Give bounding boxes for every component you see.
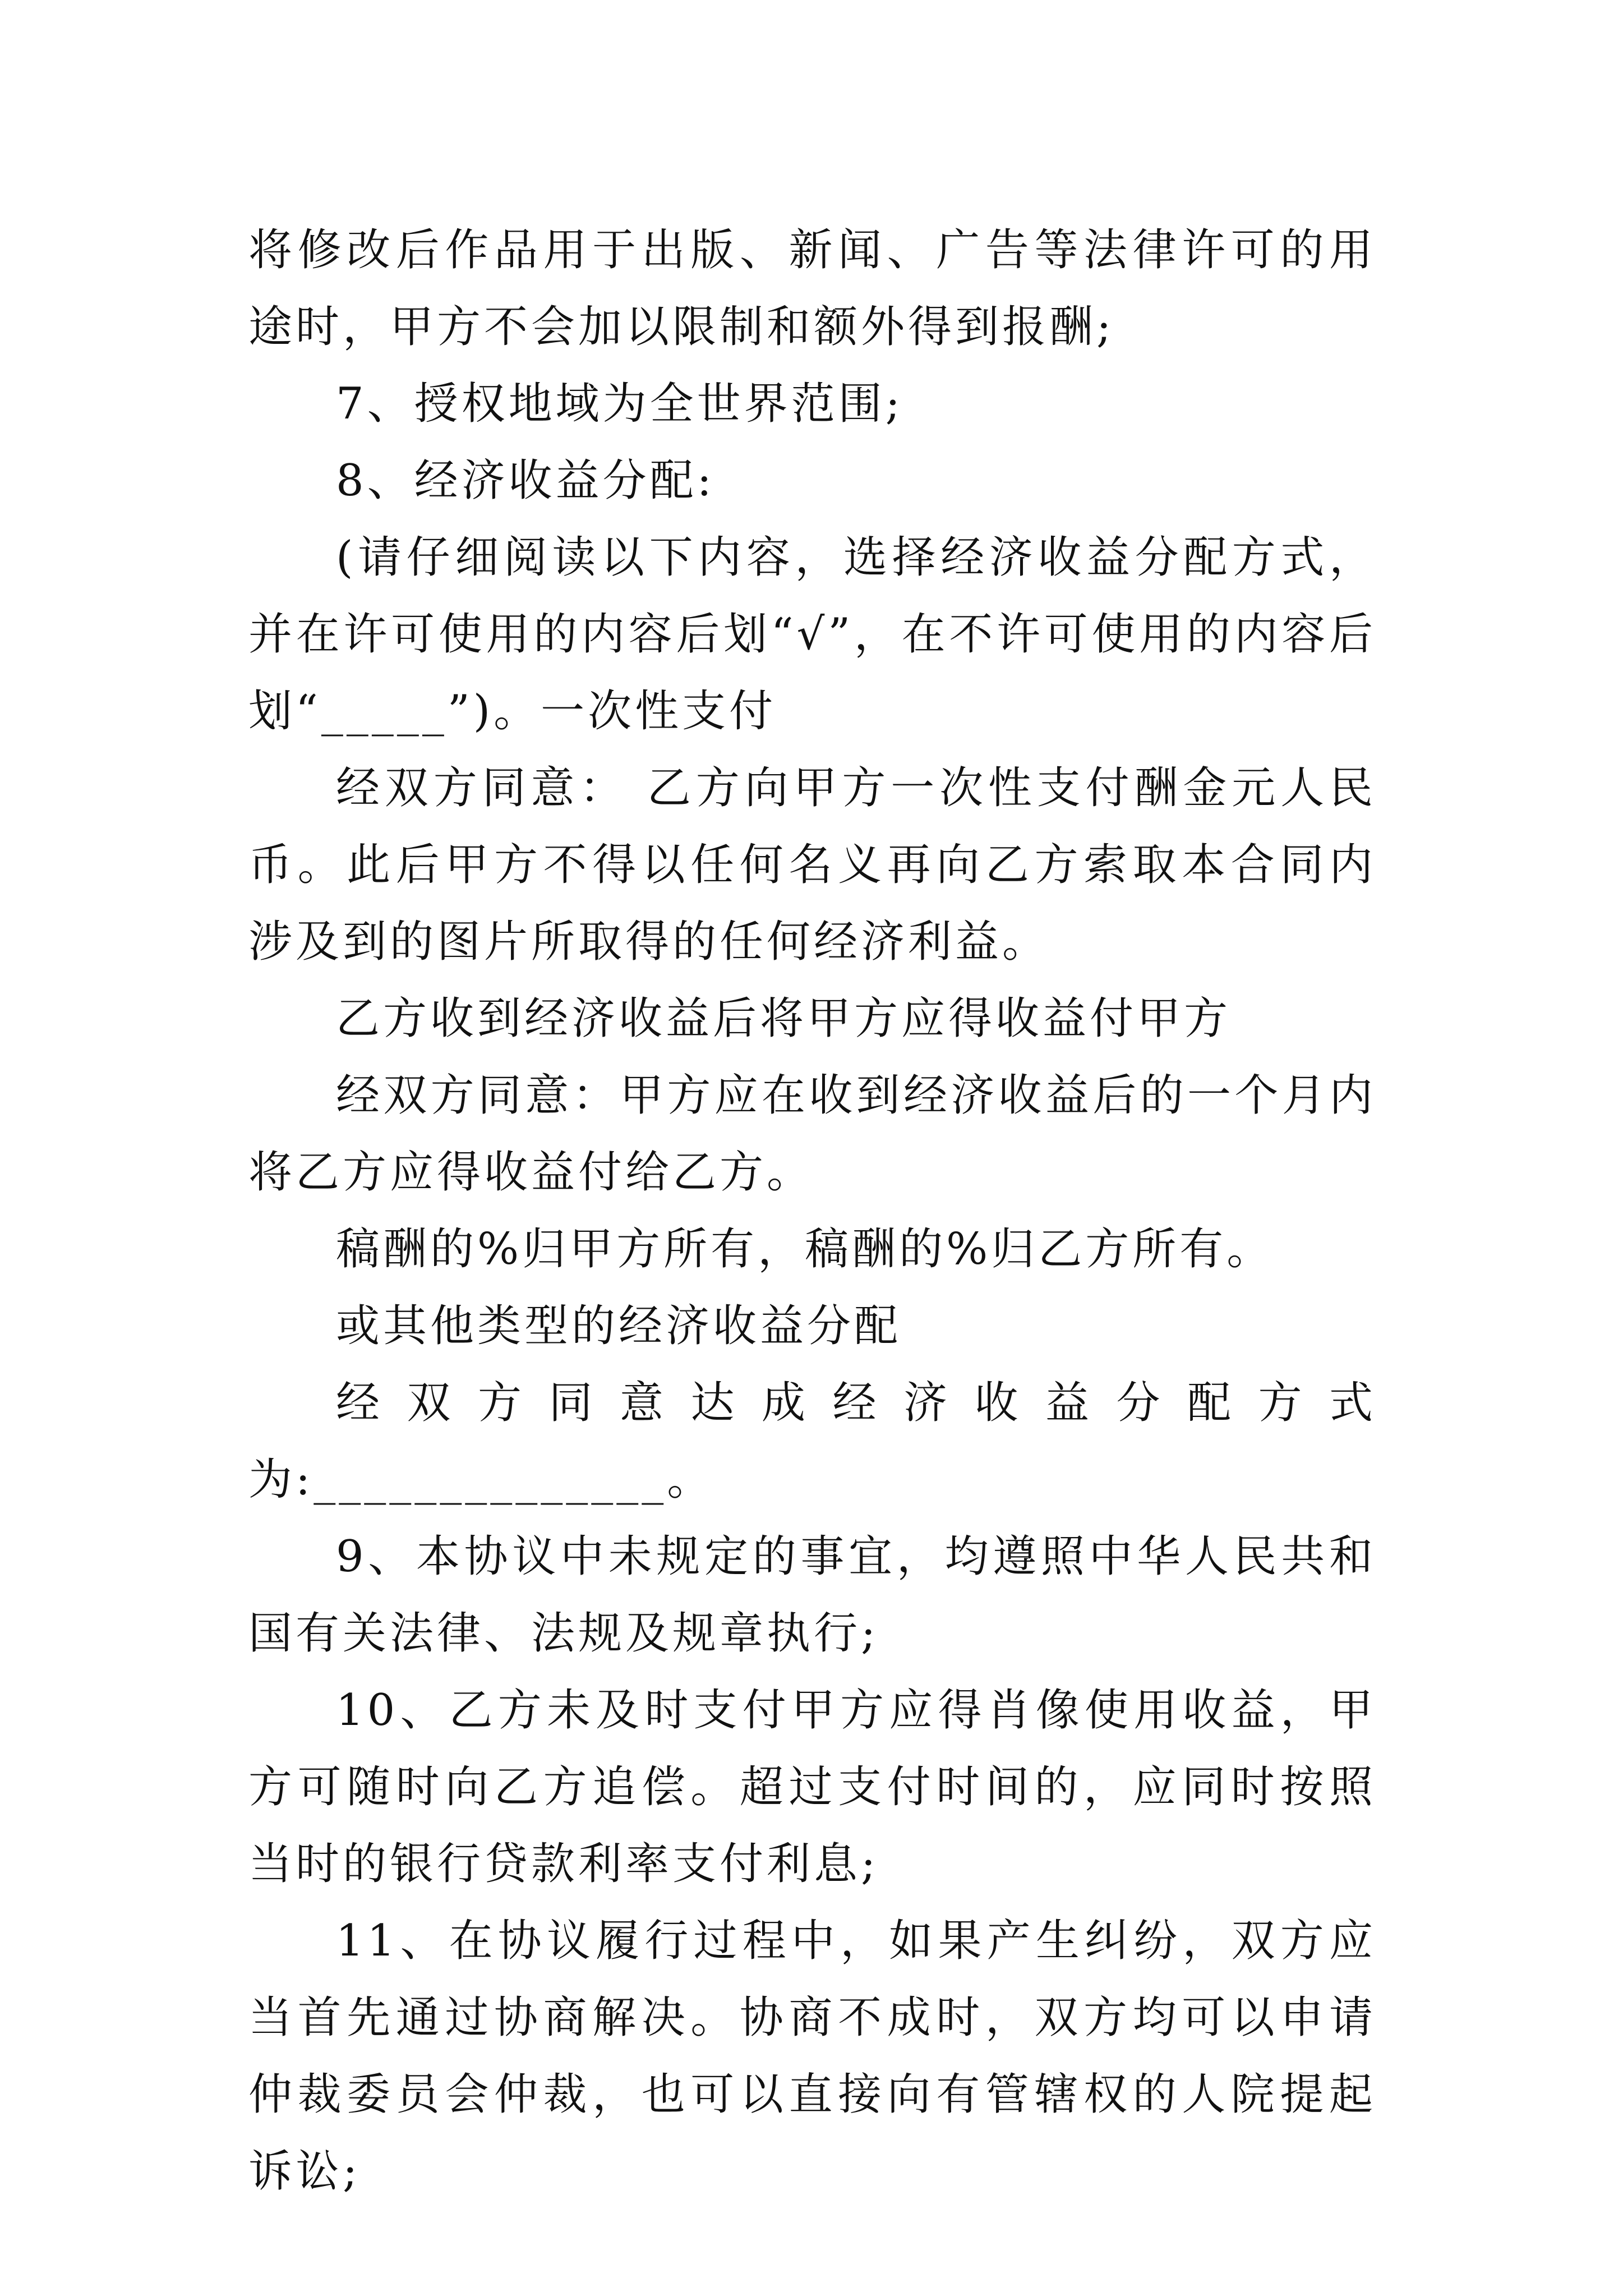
paragraph-other-option: 或其他类型的经济收益分配 [336, 1301, 902, 1351]
paragraph-clause-11: 11、在协议履行过程中，如果产生纠纷，双方应当首先通过协商解决。协商不成时，双方均可以申请仲裁委员会仲裁，也可以直接向有管辖权的人院提起诉讼; [248, 1916, 1376, 2197]
document-body [248, 212, 1376, 2210]
paragraph-clause-9: 9、本协议中未规定的事宜，均遵照中华人民共和国有关法律、法规及规章执行; [248, 1531, 1376, 1659]
paragraph-clause-10: 10、乙方未及时支付甲方应得肖像使用收益，甲方可随时向乙方追偿。超过支付时间的，应同时按照当时的银行贷款利率支付利息; [248, 1685, 1376, 1889]
paragraph-other-terms: 经双方同意达成经济收益分配方式为:______________。 [248, 1378, 1376, 1505]
paragraph-revenue-terms: 经双方同意：甲方应在收到经济收益后的一个月内将乙方应得收益付给乙方。 [248, 1070, 1376, 1198]
paragraph-instructions: (请仔细阅读以下内容，选择经济收益分配方式，并在许可使用的内容后划“√”，在不许可使用的内容后划“_____”)。一次性支付 [248, 532, 1376, 737]
paragraph-continuation: 将修改后作品用于出版、新闻、广告等法律许可的用途时，甲方不会加以限制和额外得到报酬; [248, 225, 1376, 352]
paragraph-royalty-split: 稿酬的%归甲方所有，稿酬的%归乙方所有。 [336, 1224, 1274, 1274]
paragraph-clause-8: 8、经济收益分配: [336, 455, 715, 506]
paragraph-revenue-option: 乙方收到经济收益后将甲方应得收益付甲方 [336, 993, 1232, 1044]
paragraph-lump-sum: 经双方同意： 乙方向甲方一次性支付酬金元人民币。此后甲方不得以任何名义再向乙方索取本合同内涉及到的图片所取得的任何经济利益。 [248, 763, 1376, 967]
paragraph-clause-7: 7、授权地域为全世界范围; [336, 379, 903, 429]
